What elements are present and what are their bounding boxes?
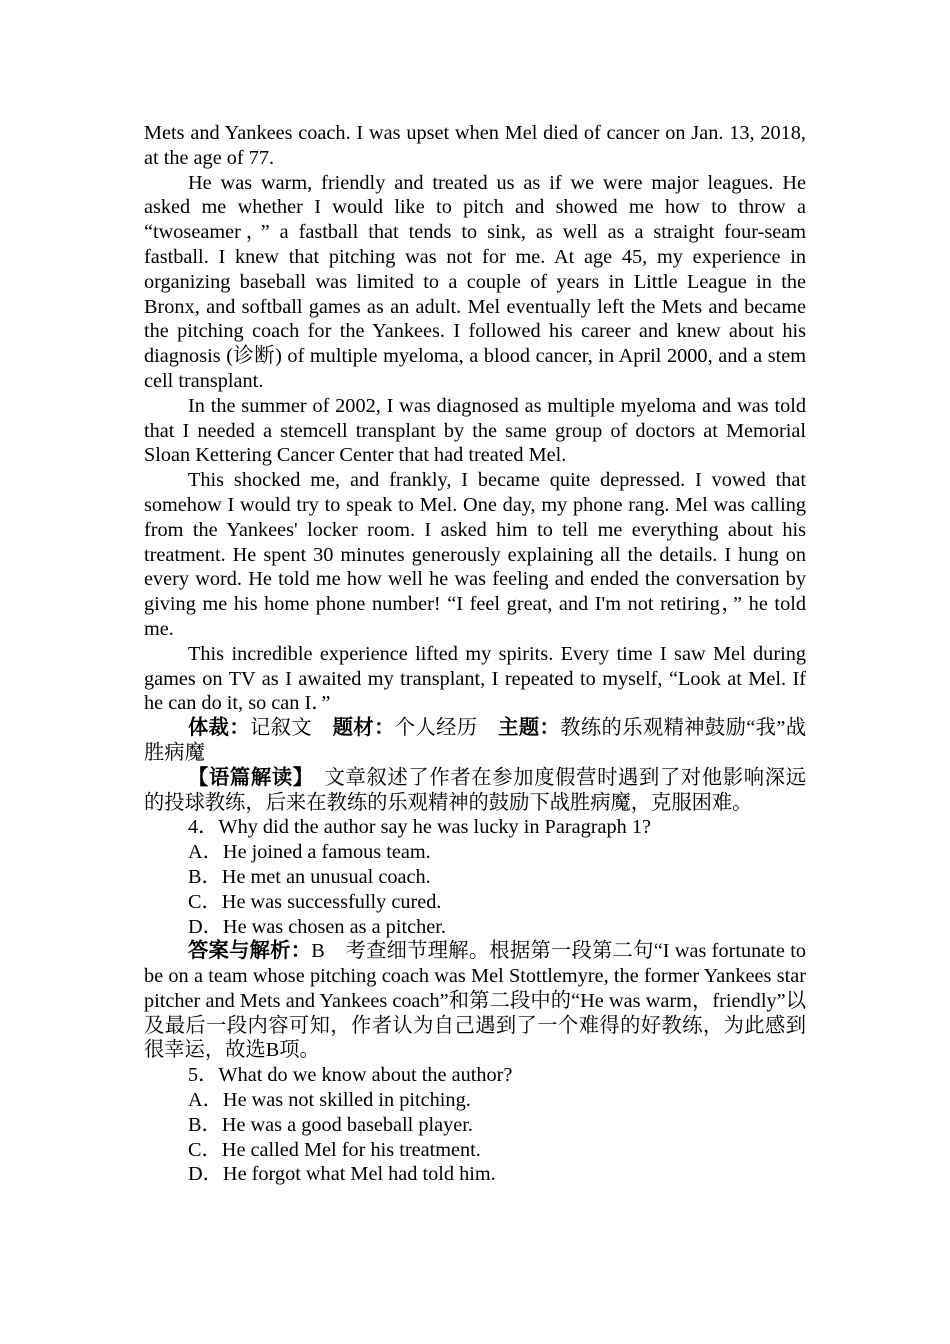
question-4-option-c: C．He was successfully cured. <box>188 890 442 913</box>
question-4-option-b: B．He met an unusual coach. <box>188 865 431 888</box>
reading-label: 【语篇解读】 <box>188 766 304 789</box>
question-5-option-a: A．He was not skilled in pitching. <box>188 1089 471 1112</box>
topic-label: 题材： <box>332 717 395 740</box>
question-4-stem: 4．Why did the author say he was lucky in Paragraph 1? <box>188 816 651 839</box>
reading-analysis <box>144 766 806 816</box>
question-5-option-b: B．He was a good baseball player. <box>188 1113 473 1136</box>
genre-label: 体裁： <box>188 717 251 740</box>
genre-value: 记叙文 <box>250 717 313 740</box>
analysis-summary <box>144 716 806 766</box>
question-5-option-d: D．He forgot what Mel had told him. <box>188 1163 496 1186</box>
reading-text: 文章叙述了作者在参加度假营时遇到了对他影响深远的投球教练，后来在教练的乐观精神的鼓励下战胜病魔，克服困难。 <box>144 766 806 814</box>
passage-paragraph-3: In the summer of 2002, I was diagnosed as multiple myeloma and was told that I needed a stemcell transplant by the same group of doctors at Memorial Sloan Kettering Cancer Center that had treated Mel. <box>144 394 806 467</box>
document-page <box>144 121 806 1187</box>
passage-paragraph-2: He was warm, friendly and treated us as if we were major leagues. He asked me whether I would like to pitch and showed me how to throw a “twoseamer，” a fastball that tends to sink, as well as a straight four-seam fastball. I knew that pitching was not for me. At age 45, my experience in organizing baseball was limited to a couple of years in Little League in the Bronx, and softball games as an adult. Mel eventually left the Mets and became the pitching coach for the Yankees. I followed his career and knew about his diagnosis (诊断) of multiple myeloma, a blood cancer, in April 2000, and a stem cell transplant. <box>144 171 806 392</box>
passage-paragraph-1: Mets and Yankees coach. I was upset when Mel died of cancer on Jan. 13, 2018, at the age of 77. <box>144 122 806 169</box>
answer-label: 答案与解析： <box>188 940 312 963</box>
topic-value: 个人经历 <box>394 717 478 740</box>
passage-paragraph-4: This shocked me, and frankly, I became quite depressed. I vowed that somehow I would try to speak to Mel. One day, my phone rang. Mel was calling from the Yankees' locker room. I asked him to tell me everything about his treatment. He spent 30 minutes generously explaining all the details. I hung on every word. He told me how well he was feeling and ended the conversation by giving me his home phone number! “I feel great, and I'm not retiring，” he told me. <box>144 469 806 640</box>
question-5-option-c: C．He called Mel for his treatment. <box>188 1138 481 1161</box>
question-4-option-a: A．He joined a famous team. <box>188 841 431 864</box>
question-5-stem: 5．What do we know about the author? <box>188 1064 513 1087</box>
passage-paragraph-5: This incredible experience lifted my spirits. Every time I saw Mel during games on TV as I awaited my transplant, I repeated to myself, “Look at Mel. If he can do it, so can I．” <box>144 642 806 715</box>
theme-value: 教练的乐观精神鼓励“我”战胜病魔 <box>144 717 806 764</box>
question-4-option-d: D．He was chosen as a pitcher. <box>188 915 446 938</box>
question-4-answer <box>144 939 806 1063</box>
answer-text: B 考查细节理解。根据第一段第二句“I was fortunate to be on a team whose pitching coach was Mel Stottlemyre, the former Yankees star pitcher and Mets and Yankees coach”和第二段中的“He was warm，friendly”以及最后一段内容可知，作者认为自己遇到了一个难得的好教练，为此感到很幸运，故选B项。 <box>144 940 806 1062</box>
theme-label: 主题： <box>498 717 561 740</box>
